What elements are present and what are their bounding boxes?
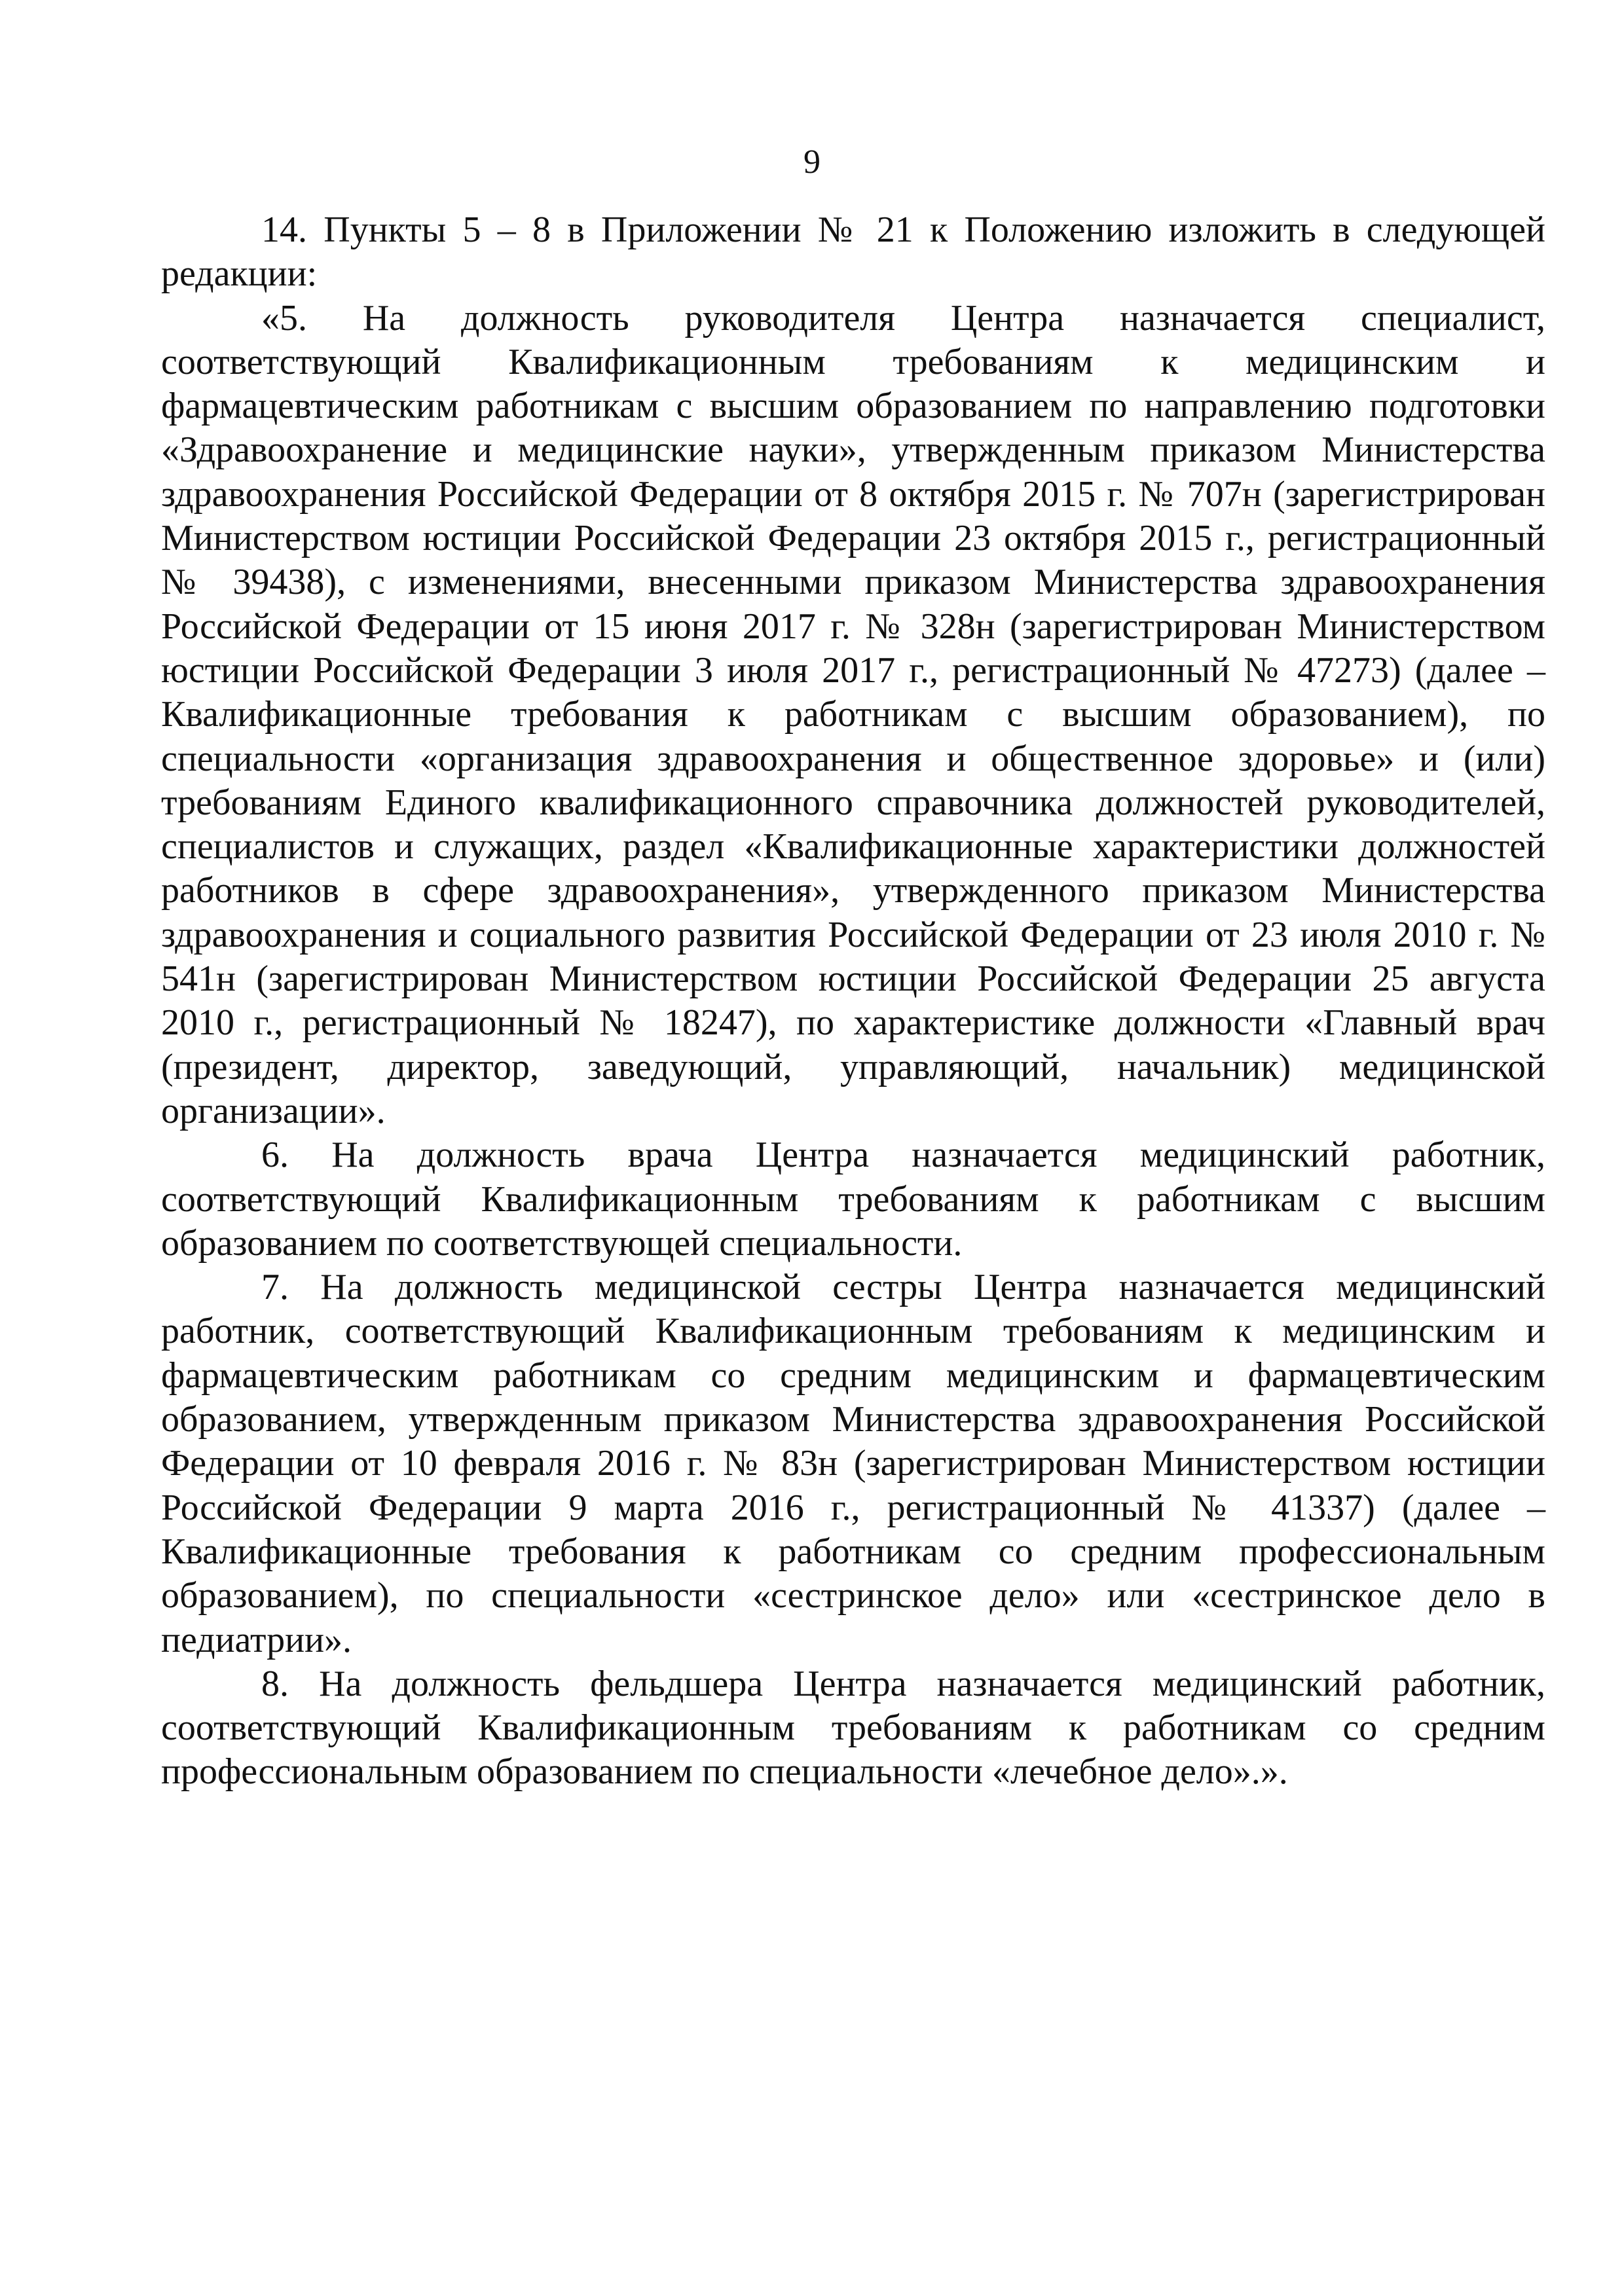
paragraph-point-7: 7. На должность медицинской сестры Центра назначается медицинский работник, соответствующий Квалификационным требованиям к медицинским и фармацевтическим работникам со средним медицинским и фармацевтическим образованием, утвержденным приказом Министерства здравоохранения Российской Федерации от 10 февраля 2016 г. № 83н (зарегистрирован Министерством юстиции Российской Федерации 9 марта 2016 г., регистрационный № 41337) (далее – Квалификационные требования к работникам со средним профессиональным образованием), по специальности «сестринское дело» или «сестринское дело в педиатрии». bbox=[161, 1267, 1545, 1660]
document-body bbox=[161, 208, 1545, 1795]
paragraph-point-8: 8. На должность фельдшера Центра назначается медицинский работник, соответствующий Квалификационным требованиям к работникам со средним профессиональным образованием по специальности «лечебное дело».». bbox=[161, 1663, 1545, 1793]
paragraph-item-14: 14. Пункты 5 – 8 в Приложении № 21 к Положению изложить в следующей редакции: bbox=[161, 210, 1545, 295]
paragraph-point-5: «5. На должность руководителя Центра назначается специалист, соответствующий Квалификационным требованиям к медицинским и фармацевтическим работникам с высшим образованием по направлению подготовки «Здравоохранение и медицинские науки», утвержденным приказом Министерства здравоохранения Российской Федерации от 8 октября 2015 г. № 707н (зарегистрирован Министерством юстиции Российской Федерации 23 октября 2015 г., регистрационный № 39438), с изменениями, внесенными приказом Министерства здравоохранения Российской Федерации от 15 июня 2017 г. № 328н (зарегистрирован Министерством юстиции Российской Федерации 3 июля 2017 г., регистрационный № 47273) (далее – Квалификационные требования к работникам с высшим образованием), по специальности «организация здравоохранения и общественное здоровье» и (или) требованиям Единого квалификационного справочника должностей руководителей, специалистов и служащих, раздел «Квалификационные характеристики должностей работников в сфере здравоохранения», утвержденного приказом Министерства здравоохранения и социального развития Российской Федерации от 23 июля 2010 г. № 541н (зарегистрирован Министерством юстиции Российской Федерации 25 августа 2010 г., регистрационный № 18247), по характеристике должности «Главный врач (президент, директор, заведующий, управляющий, начальник) медицинской организации». bbox=[161, 297, 1545, 1131]
paragraph-point-6: 6. На должность врача Центра назначается медицинский работник, соответствующий Квалификационным требованиям к работникам с высшим образованием по соответствующей специальности. bbox=[161, 1135, 1545, 1264]
page-number: 9 bbox=[803, 143, 821, 181]
